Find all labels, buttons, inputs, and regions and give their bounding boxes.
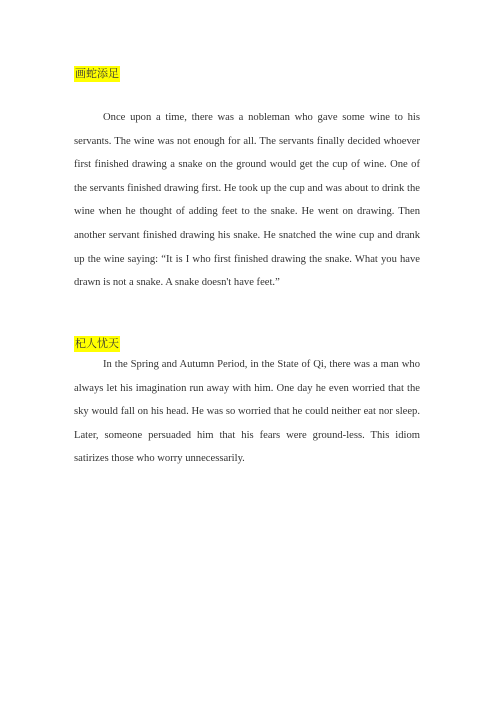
section-body: In the Spring and Autumn Period, in the State of Qi, there was a man who always let his imagination run away with him. One day he even worried that the sky would fall on his head. He was so worried that he could neither eat nor sleep. Later, someone persuaded him that his fears were ground-less. This idiom satirizes those who worry unnecessarily.	[74, 359, 420, 465]
section-title: 画蛇添足	[75, 68, 119, 80]
story-section-hua-she-tian-zu	[74, 64, 420, 295]
section-body: Once upon a time, there was a nobleman who gave some wine to his servants. The wine was not enough for all. The servants finally decided whoever first finished drawing a snake on the ground would get the cup of wine. One of the servants finished drawing first. He took up the cup and was about to drink the wine when he thought of adding feet to the snake. He went on drawing. Then another servant finished drawing his snake. He snatched the wine cup and drank up the wine saying: “It is I who first finished drawing the snake. What you have drawn is not a snake. A snake doesn't have feet.”	[74, 112, 420, 289]
story-section-qi-ren-you-tian	[74, 334, 420, 471]
section-title: 杞人忧天	[75, 338, 119, 350]
